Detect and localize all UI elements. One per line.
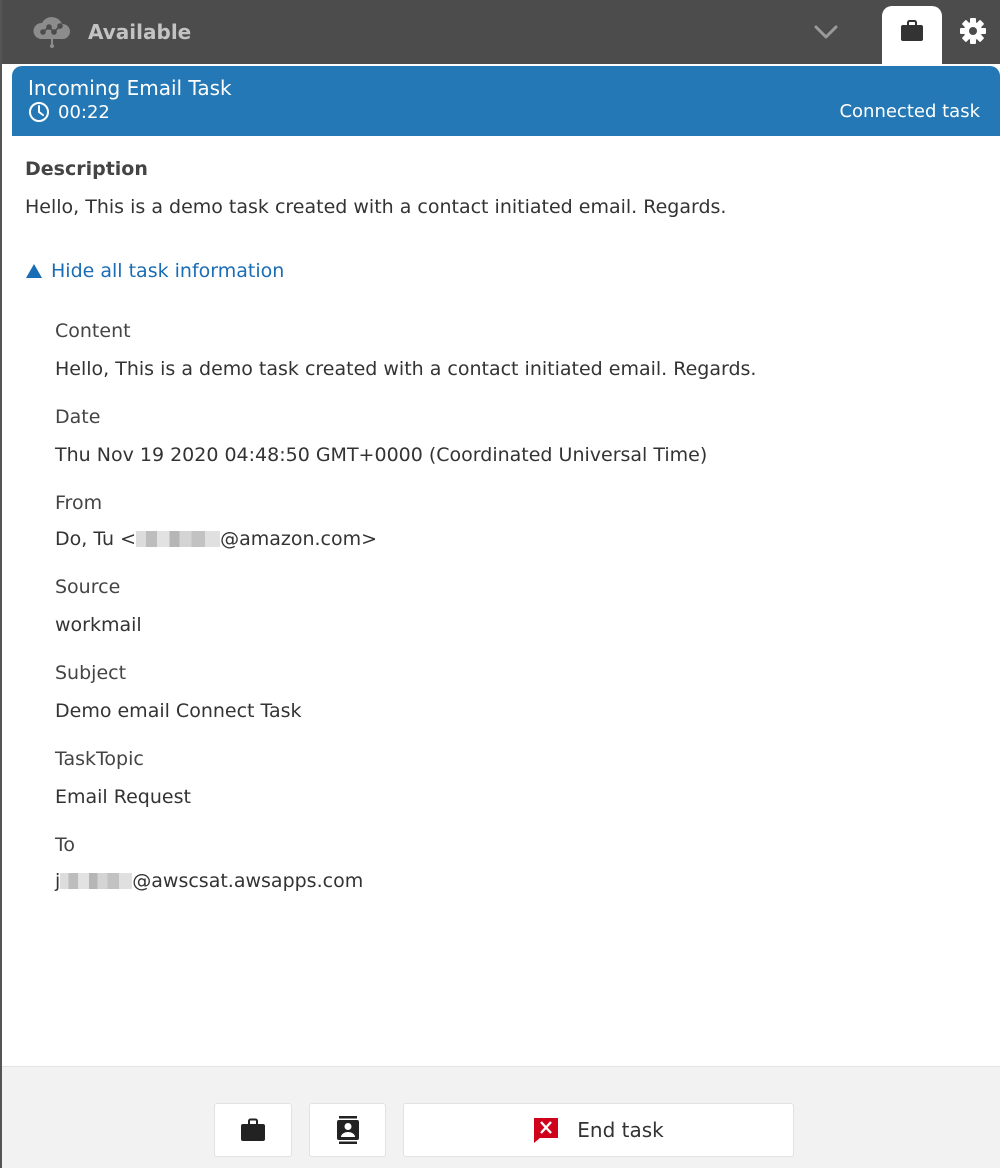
subject-value: Demo email Connect Task (55, 700, 302, 722)
clock-icon (28, 101, 50, 123)
source-value: workmail (55, 614, 142, 636)
task-details (2, 136, 1000, 1066)
redacted-text (60, 873, 132, 889)
from-label: From (55, 492, 103, 514)
triangle-up-icon (25, 263, 43, 279)
hide-task-info-link[interactable] (25, 260, 284, 282)
cloud-network-icon (32, 14, 72, 48)
action-footer (2, 1066, 1000, 1168)
source-label: Source (55, 576, 121, 598)
hide-task-info-label: Hide all task information (51, 260, 285, 282)
date-value: Thu Nov 19 2020 04:48:50 GMT+0000 (Coordinated Universal Time) (55, 444, 708, 466)
quick-connects-button[interactable] (309, 1103, 386, 1157)
contact-book-icon (336, 1115, 360, 1145)
close-icon (533, 1117, 559, 1143)
description-text: Hello, This is a demo task created with a contact initiated email. Regards. (25, 196, 727, 218)
to-value-prefix: j (55, 870, 61, 892)
end-task-button[interactable] (403, 1103, 794, 1157)
from-value (55, 528, 377, 550)
task-state-label: Connected task (839, 101, 980, 122)
content-label: Content (55, 320, 131, 342)
agent-status-label[interactable]: Available (88, 20, 192, 44)
date-label: Date (55, 406, 101, 428)
tasktopic-label: TaskTopic (55, 748, 144, 770)
briefcase-icon (900, 20, 924, 42)
tasktopic-value: Email Request (55, 786, 191, 808)
chevron-down-icon[interactable] (810, 18, 842, 46)
task-timer (28, 100, 110, 124)
to-label: To (55, 834, 76, 856)
timer-value: 00:22 (58, 101, 110, 123)
top-bar (2, 0, 1000, 64)
redacted-text (136, 531, 220, 547)
task-header (12, 66, 1000, 136)
task-title: Incoming Email Task (28, 76, 232, 100)
task-button[interactable] (214, 1103, 292, 1157)
end-task-label: End task (577, 1118, 664, 1142)
to-value (55, 870, 363, 892)
briefcase-icon (240, 1118, 266, 1142)
description-heading: Description (25, 158, 148, 180)
subject-label: Subject (55, 662, 127, 684)
from-value-name: Do, Tu < (55, 528, 137, 550)
gear-icon[interactable] (958, 16, 988, 46)
content-value: Hello, This is a demo task created with a contact initiated email. Regards. (55, 358, 757, 380)
to-value-domain: @awscsat.awsapps.com (132, 870, 364, 892)
tasks-tab[interactable] (882, 6, 942, 64)
from-value-domain: @amazon.com> (220, 528, 378, 550)
